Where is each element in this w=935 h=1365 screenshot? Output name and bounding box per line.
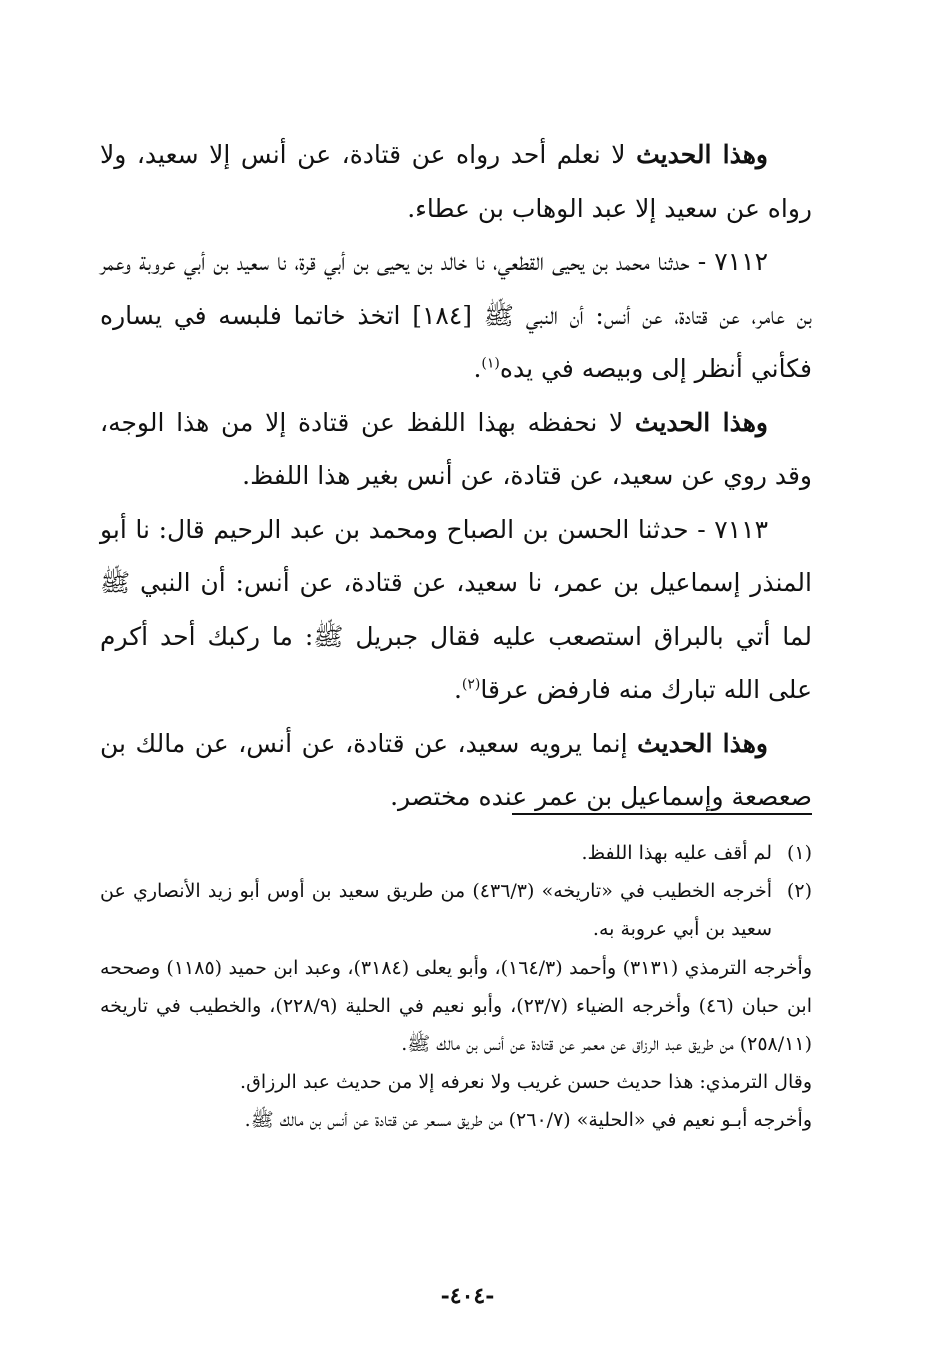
main-text (100, 128, 812, 824)
footnote-marker-1: (١) (481, 355, 500, 372)
punctuation: . (473, 354, 482, 383)
footnote-2-paragraph: وأخرجه أبـو نعيم في «الحلية» (٢٦٠/٧) من طريق مسعر عن قتادة عن أنس بن مالك ﷺ. (244, 1109, 812, 1132)
hadith-7112 (100, 235, 812, 396)
footnote-2-paragraph: وأخرجه الترمذي (٣١٣١) وأحمد (١٦٤/٣)، وأبو يعلى (٣١٨٤)، وعبد ابن حميد (١١٨٥) وصححه ابن حبان (٤٦) وأخرجه الضياء (٢٣/٧)، وأبو نعيم في الحلية (٢٢٨/٩)، والخطيب في تاريخه (٢٥٨/١١) من طريق عبد الرزاق عن معمر عن قتادة عن أنس بن مالك ﷺ. (100, 956, 813, 1056)
footnote-text: لم أقف عليه بهذا اللفظ. (581, 842, 772, 864)
paragraph-text: إنما يرويه سعيد، عن قتادة، عن أنس، عن مالك بن صعصعة وإسماعيل بن عمر عنده مختصر. (100, 728, 812, 811)
footnotes (100, 834, 812, 1140)
footnote-1 (100, 834, 812, 872)
footnote-text: أخرجه الخطيب في «تاريخه» (٤٣٦/٣) من طريق سعيد بن أوس أبو زيد الأنصاري عن سعيد بن أبي عروبة به. (100, 880, 772, 941)
paragraph-text: ٧١١٢ - حدثنا محمد بن يحيى القطعي، نا خالد بن يحيى بن أبي قرة، نا سعيد بن أبي عروبة وعمر بن عامر، عن قتادة، عن أنس: أن النبي ﷺ [١٨٤] اتخذ خاتما فلبسه في يساره فكأني أنظر إلى وبيصه في يده (100, 247, 812, 383)
paragraph-text: ٧١١٣ - حدثنا الحسن بن الصباح ومحمد بن عبد الرحيم قال: نا أبو المنذر إسماعيل بن عمر، نا سعيد، عن قتادة، عن أنس: أن النبي ﷺ لما أتي بالبراق استصعب عليه فقال جبريل ﷺ: ما ركبك أحد أكرم على الله تبارك منه فارفض عرقا (100, 514, 812, 704)
hadith-7113 (100, 503, 812, 717)
punctuation: . (453, 675, 462, 704)
paragraph-text: لا نعلم أحد رواه عن قتادة، عن أنس إلا سعيد، ولا رواه عن سعيد إلا عبد الوهاب بن عطاء. (100, 140, 812, 223)
paragraph-5 (100, 717, 812, 824)
lead-phrase: وهذا الحديث (634, 407, 768, 437)
paragraph-3 (100, 396, 812, 503)
footnote-marker-2: (٢) (461, 676, 481, 693)
page-number: -٤٠٤- (440, 1283, 495, 1309)
lead-phrase: وهذا الحديث (637, 728, 769, 758)
footnote-2-paragraph: وقال الترمذي: هذا حديث حسن غريب ولا نعرفه إلا من حديث عبد الرزاق. (240, 1071, 812, 1094)
lead-phrase: وهذا الحديث (636, 140, 768, 169)
paragraph-text: لا نحفظه بهذا اللفظ عن قتادة إلا من هذا الوجه، وقد روي عن سعيد، عن قتادة، عن أنس بغير هذا اللفظ. (100, 407, 812, 490)
footnote-2 (100, 872, 812, 948)
footnote-number: (٢) (786, 880, 812, 903)
footnote-separator (512, 813, 812, 815)
footnote-number: (١) (786, 842, 812, 864)
paragraph-1 (100, 128, 812, 235)
